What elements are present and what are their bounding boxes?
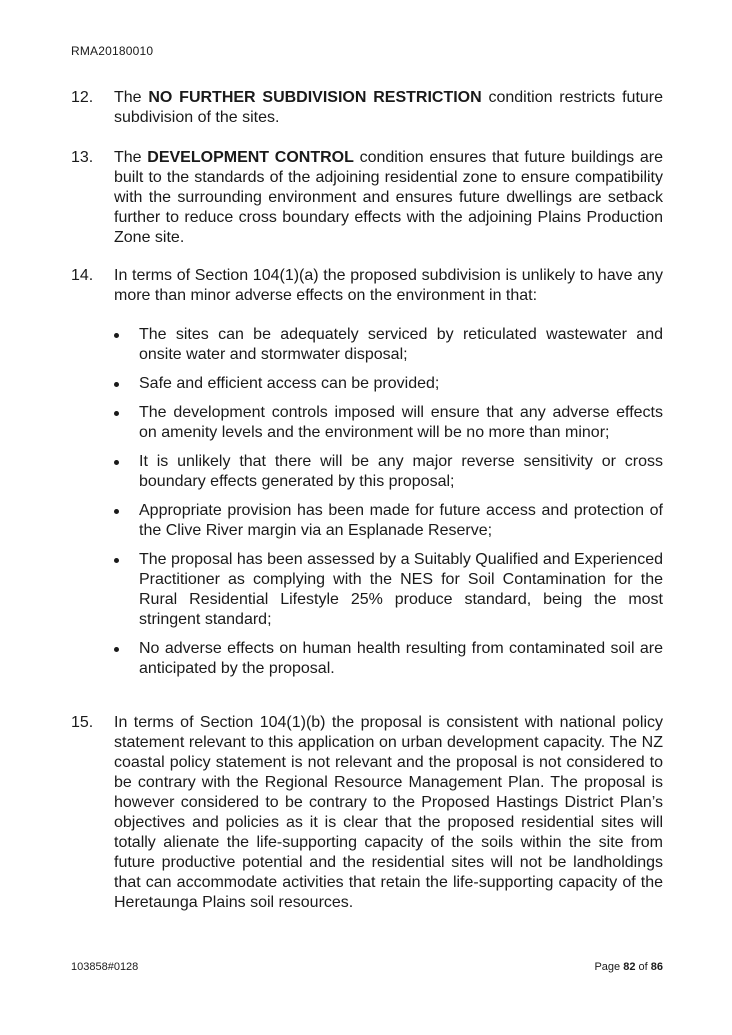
- bullet-text: The development controls imposed will ensure that any adverse effects on amenity levels and the environment will be no more than minor;: [139, 404, 663, 441]
- bullet-text: The proposal has been assessed by a Suitably Qualified and Experienced Practitioner as complying with the NES for Soil Contamination for the Rural Residential Lifestyle 25% produce standard, being the most stringent standard;: [139, 551, 663, 628]
- bullet-item: [114, 639, 663, 679]
- text-run: The: [114, 149, 148, 166]
- bullet-item: [114, 501, 663, 541]
- text-run: condition ensures that future buildings are built to the standards of the adjoining residential zone to ensure compatibility with the surrounding environment and ensures future dwellings are setback further to reduce cross boundary effects with the adjoining Plains Production Zone site.: [114, 149, 663, 246]
- paragraph-text: In terms of Section 104(1)(b) the proposal is consistent with national policy statement relevant to this application on urban development capacity. The NZ coastal policy statement is not relevant and the proposal is not considered to be contrary with the Regional Resource Management Plan. The proposal is however considered to be contrary to the Proposed Hastings District Plan’s objectives and policies as it is clear that the proposed residential sites will totally alienate the life-supporting capacity of the soils within the site from future productive potential and the residential sites will not be landholdings that can accommodate activities that retain the life-supporting capacity of the Heretaunga Plains soil resources.: [114, 714, 663, 911]
- paragraph-number: 12.: [71, 89, 94, 106]
- bullet-item: [114, 325, 663, 365]
- paragraph-number: 15.: [71, 714, 94, 731]
- bullet-item: [114, 403, 663, 443]
- page-total: 86: [650, 961, 663, 973]
- bullet-text: Appropriate provision has been made for future access and protection of the Clive River margin via an Esplanade Reserve;: [139, 502, 663, 539]
- paragraph-13: [71, 148, 663, 248]
- bold-term: DEVELOPMENT CONTROL: [147, 149, 354, 166]
- paragraph-text: [114, 88, 663, 128]
- bullet-text: It is unlikely that there will be any major reverse sensitivity or cross boundary effects generated by this proposal;: [139, 453, 663, 490]
- paragraph-number: 14.: [71, 267, 94, 284]
- bullet-item: [114, 550, 663, 630]
- bullet-icon: [114, 382, 119, 387]
- bullet-icon: [114, 509, 119, 514]
- document-reference: RMA20180010: [71, 44, 154, 58]
- bullet-item: [114, 374, 663, 394]
- effects-bullet-list: [114, 325, 663, 688]
- text-run: The: [114, 89, 149, 106]
- bullet-icon: [114, 411, 119, 416]
- bullet-text: The sites can be adequately serviced by reticulated wastewater and onsite water and stormwater disposal;: [139, 326, 663, 363]
- text-run: condition restricts future subdivision of the sites.: [114, 89, 664, 126]
- page-current: 82: [623, 961, 636, 973]
- bullet-icon: [114, 460, 119, 465]
- footer-document-id: 103858#0128: [71, 961, 139, 973]
- bold-term: NO FURTHER SUBDIVISION RESTRICTION: [148, 89, 482, 106]
- paragraph-text: [114, 148, 663, 248]
- page-label: Page: [594, 961, 624, 973]
- bullet-item: [114, 452, 663, 492]
- bullet-icon: [114, 647, 119, 652]
- footer-page-number: [594, 961, 663, 973]
- paragraph-15: [71, 713, 663, 913]
- bullet-icon: [114, 333, 119, 338]
- paragraph-number: 13.: [71, 149, 94, 166]
- paragraph-12: [71, 88, 663, 128]
- bullet-text: Safe and efficient access can be provided;: [139, 375, 440, 392]
- paragraph-14: [71, 266, 663, 306]
- page-of: of: [635, 961, 651, 973]
- bullet-text: No adverse effects on human health resulting from contaminated soil are anticipated by the proposal.: [139, 640, 663, 677]
- paragraph-text: In terms of Section 104(1)(a) the proposed subdivision is unlikely to have any more than minor adverse effects on the environment in that:: [114, 267, 663, 304]
- bullet-icon: [114, 558, 119, 563]
